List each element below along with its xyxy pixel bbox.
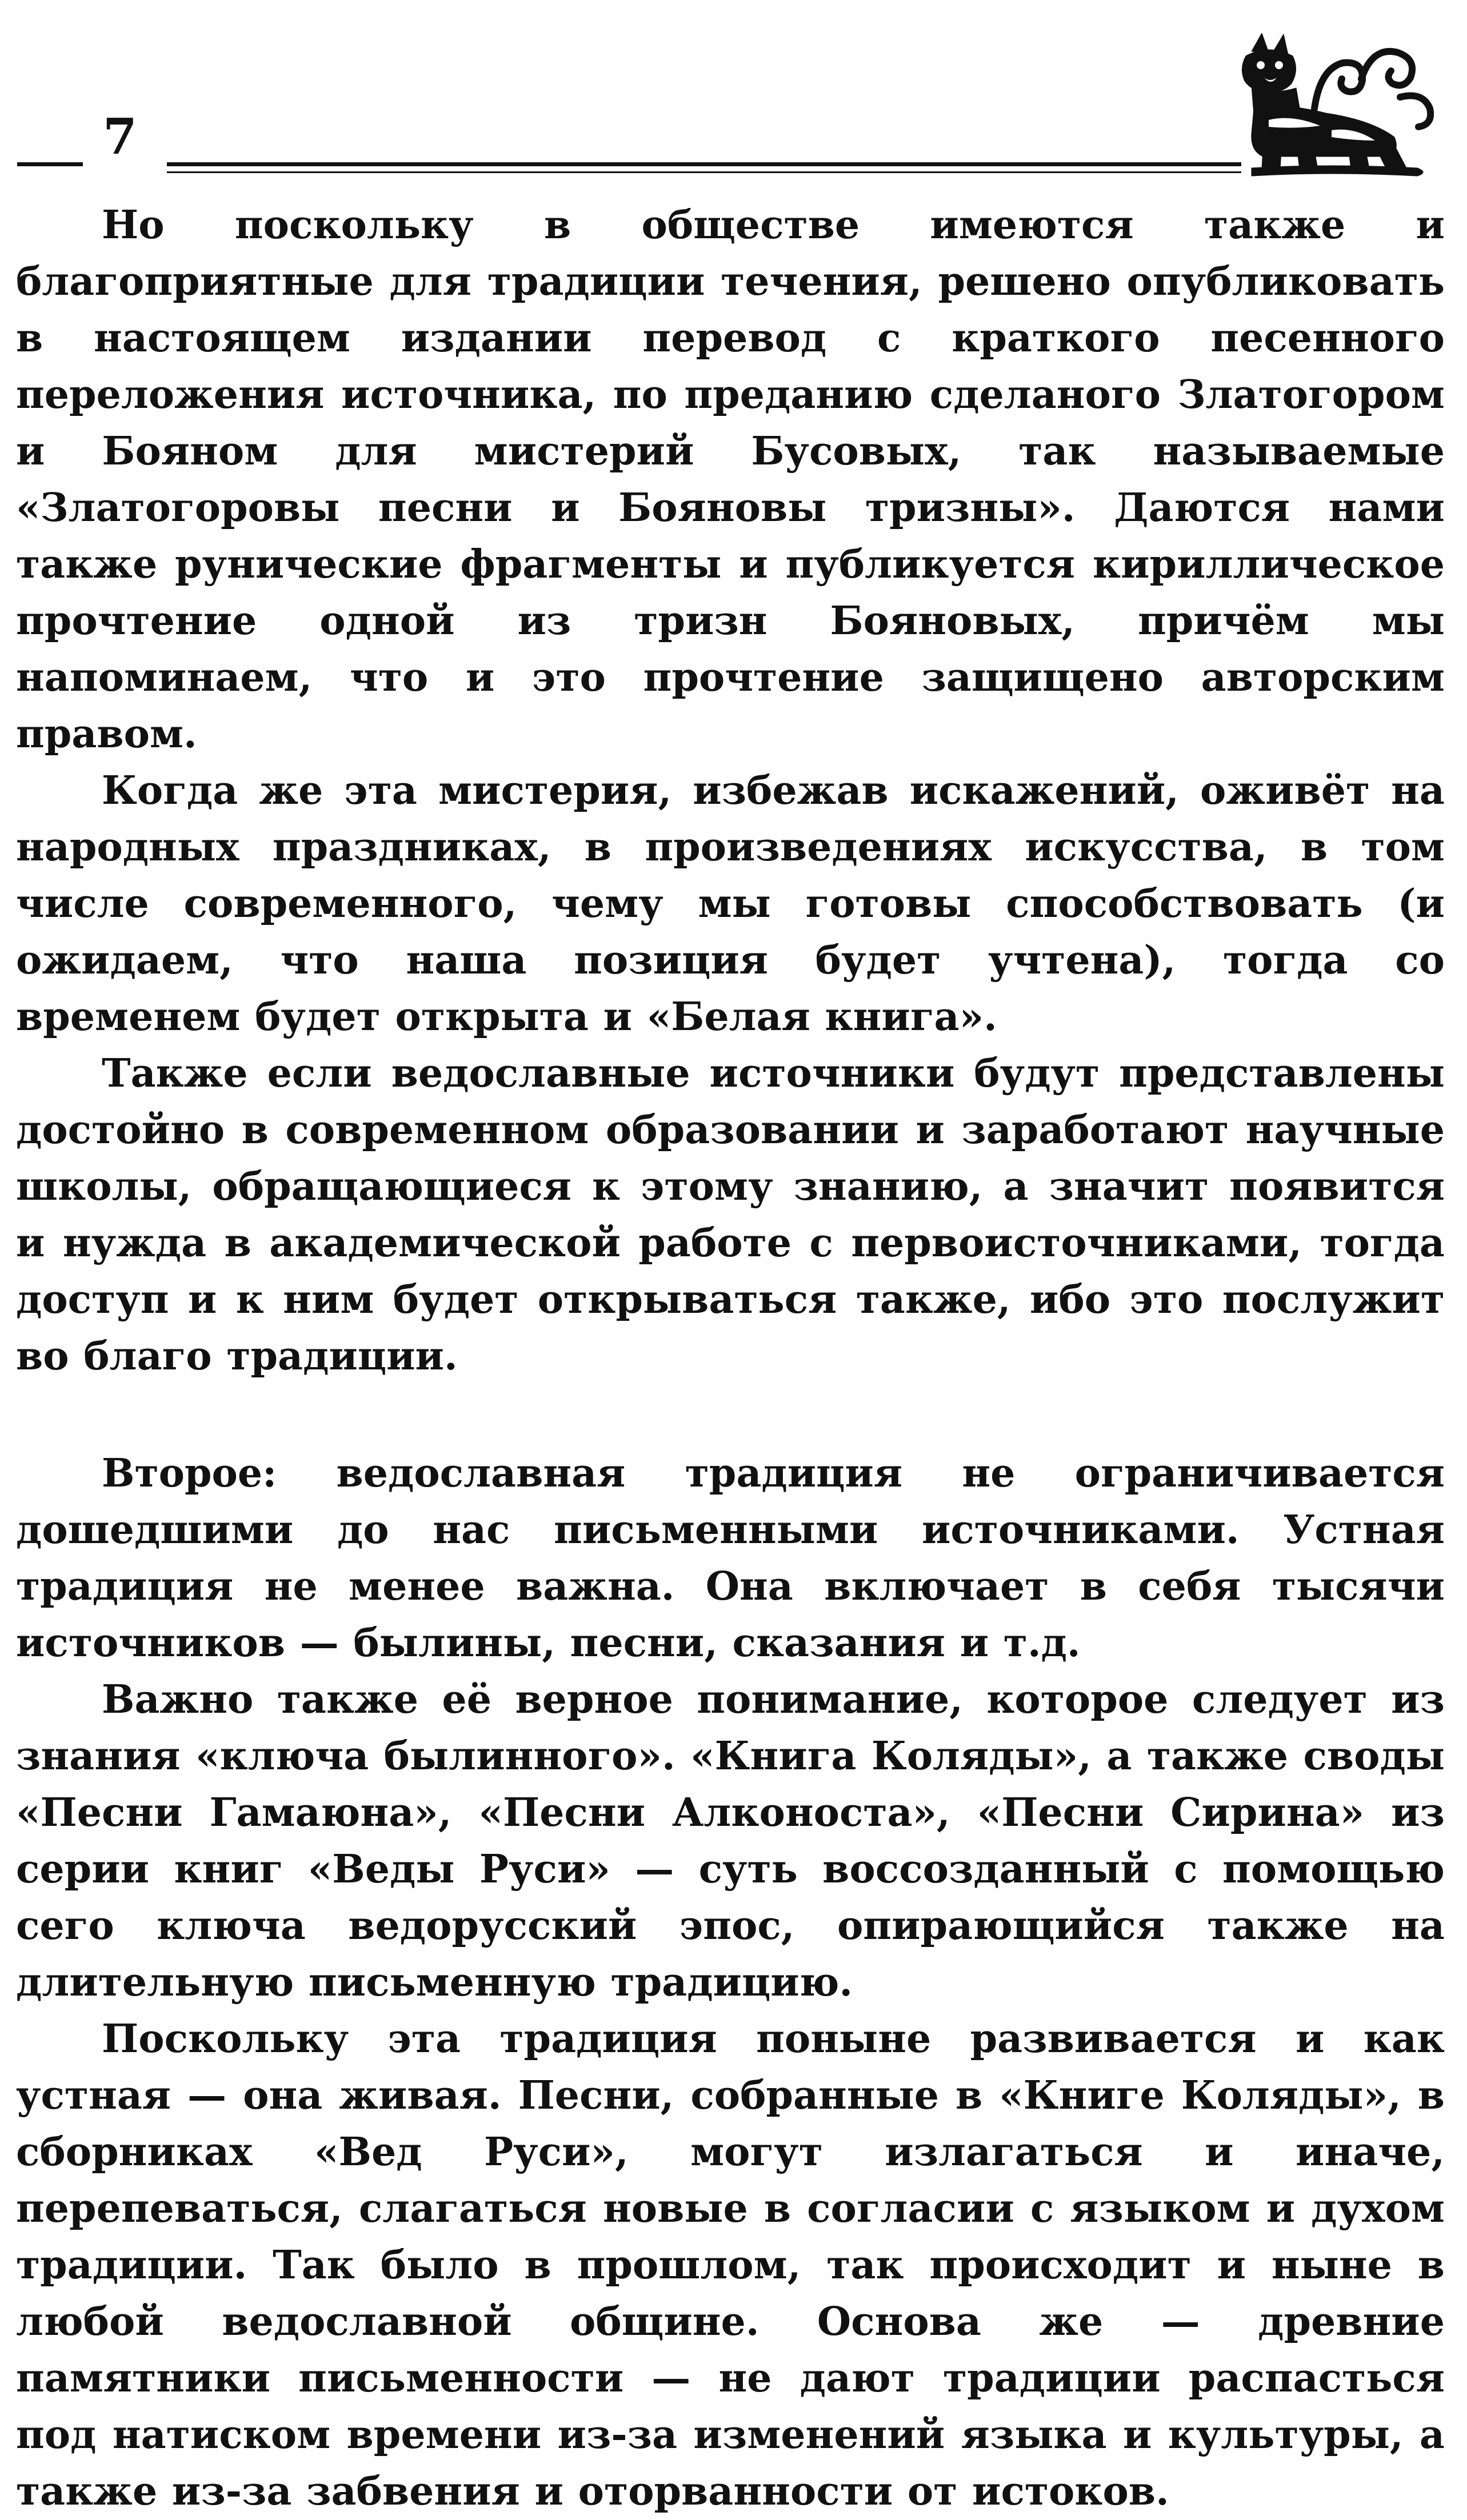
header-rule-right-thin xyxy=(167,171,1241,173)
page-header xyxy=(17,103,1440,194)
page-content xyxy=(16,197,1445,2520)
paragraph-1: Но поскольку в обществе имеются также и благоприятные для традиции течения, решено опубликовать в настоящем издании перевод с краткого песенного переложения источника, по преданию сделаного Златогором и Бояном для мистерий Бусовых, так называемые «Златогоровы песни и Бояновы тризны». Даются нами также рунические фрагменты и публикуется кириллическое прочтение одной из тризн Бояновых, причём мы напоминаем, что и это прочтение защищено авторским правом. xyxy=(16,202,1445,757)
header-rule-left xyxy=(17,162,83,166)
section-lead-word: Второе: xyxy=(102,1451,277,1496)
paragraph-5: Важно также её верное понимание, которое следует из знания «ключа былинного». «Книга Коляды», а также своды «Песни Гамаюна», «Песни Алконоста», «Песни Сирина» из серии книг «Веды Руси» — суть воссозданный с помощью сего ключа ведорусский эпос, опирающийся также на длительную письменную традицию. xyxy=(16,1677,1445,2005)
section-gap xyxy=(16,1385,1445,1445)
paragraph-6: Поскольку эта традиция поныне развивается и как устная — она живая. Песни, собранные в «Книге Коляды», в сборниках «Вед Руси», могут излагаться и иначе, перепеваться, слагаться новые в согласии с языком и духом традиции. Так было в прошлом, так происходит и ныне в любой ведославной общине. Основа же — древние памятники письменности — не дают традиции распасться под натиском времени из-за изменений языка и культуры, а также из-за забвения и оторванности от истоков. xyxy=(16,2016,1445,2514)
paragraph-4-text: ведославная традиция не ограничивается дошедшими до нас письменными источниками. Устная традиция не менее важна. Она включает в себя тысячи источников — былины, песни, сказания и т.д. xyxy=(16,1451,1445,1666)
paragraph-3: Также если ведославные источники будут представлены достойно в современном образовании и заработают научные школы, обращающиеся к этому знанию, а значит появится и нужда в академической работе с первоисточниками, тогда доступ и к ним будет открываться также, ибо это послужит во благо традиции. xyxy=(16,1051,1445,1379)
paragraph-2: Когда же эта мистерия, избежав искажений, оживёт на народных праздниках, в произведениях искусства, в том числе современного, чему мы готовы способствовать (и ожидаем, что наша позиция будет учтена), тогда со временем будет открыта и «Белая книга». xyxy=(16,768,1445,1040)
paragraph-4 xyxy=(16,1445,1445,1672)
folk-beast-ornament-icon xyxy=(1229,29,1446,177)
page-number: 7 xyxy=(103,108,137,166)
header-rule-right xyxy=(167,162,1241,166)
